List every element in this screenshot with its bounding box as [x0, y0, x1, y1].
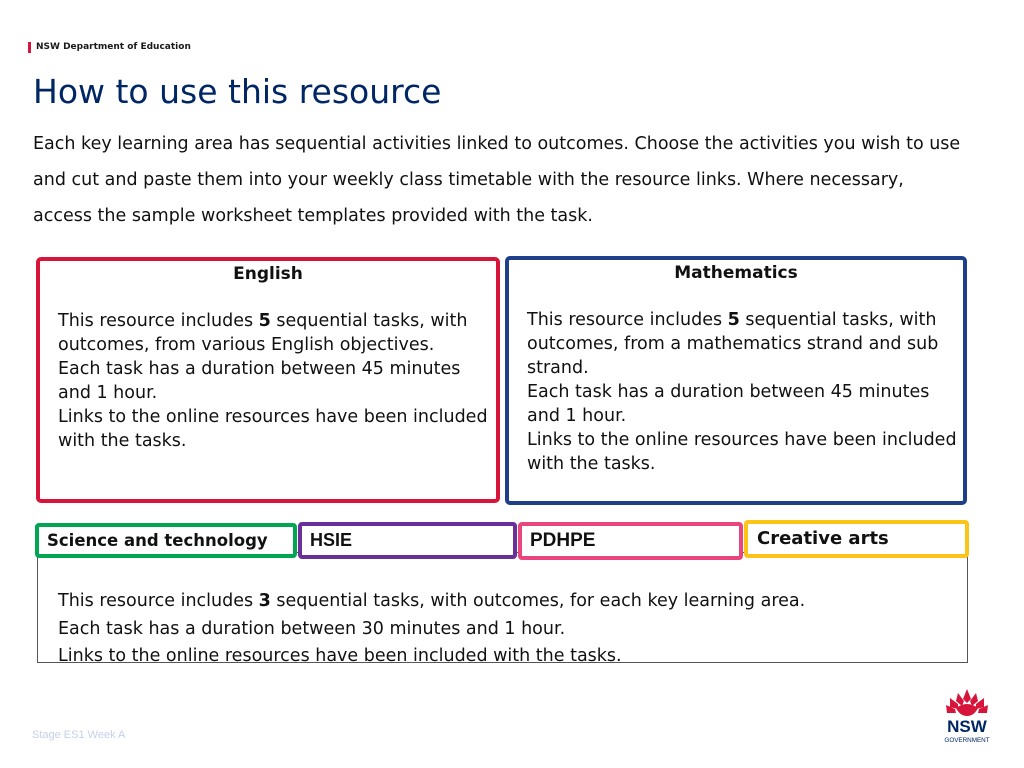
page-title: How to use this resource: [33, 72, 442, 111]
logo-wordmark: NSW: [947, 717, 987, 736]
maths-text-pre: This resource includes: [527, 310, 728, 330]
maths-text-post: sequential tasks, with outcomes, from a mathematics strand and sub strand.: [527, 310, 939, 378]
mathematics-card: [505, 256, 967, 505]
english-task-count: 5: [258, 311, 271, 331]
other-areas-box: [37, 552, 968, 666]
intro-paragraph: Each key learning area has sequential activities linked to outcomes. Choose the activities you wish to use and cut and paste them into your weekly class timetable with the resource links. Where necessary, access the sample worksheet templates provided with the task.: [33, 134, 961, 226]
other-task-count: 3: [258, 591, 271, 611]
other-areas-line-1: [58, 591, 805, 611]
tab-science-and-technology: Science and technology: [35, 523, 297, 558]
tab-creative-arts: Creative arts: [744, 520, 969, 558]
department-accent-bar: [28, 42, 31, 53]
other-areas-duration: Each task has a duration between 30 minutes and 1 hour.: [58, 619, 566, 639]
mathematics-description: [527, 308, 959, 476]
english-duration: Each task has a duration between 45 minutes and 1 hour.: [58, 359, 461, 403]
maths-duration: Each task has a duration between 45 minutes and 1 hour.: [527, 382, 930, 426]
footer-stage-label: Stage ES1 Week A: [32, 729, 126, 741]
english-text-pre: This resource includes: [58, 311, 259, 331]
department-name: NSW Department of Education: [36, 42, 191, 52]
nsw-government-logo: [938, 686, 996, 746]
english-description: [58, 309, 492, 453]
english-text-post: sequential tasks, with outcomes, from various English objectives.: [58, 311, 468, 355]
english-links-note: Links to the online resources have been included with the tasks.: [58, 407, 488, 451]
mathematics-heading: Mathematics: [674, 263, 798, 283]
department-label: [28, 41, 191, 53]
tab-pdhpe: PDHPE: [518, 522, 743, 560]
tab-hsie: HSIE: [298, 522, 517, 559]
maths-task-count: 5: [727, 310, 740, 330]
logo-subtext: GOVERNMENT: [944, 737, 990, 744]
other-text-post: sequential tasks, with outcomes, for each key learning area.: [270, 591, 806, 611]
english-heading: English: [233, 264, 303, 284]
maths-links-note: Links to the online resources have been included with the tasks.: [527, 430, 957, 474]
other-text-pre: This resource includes: [58, 591, 259, 611]
english-card: [36, 257, 500, 503]
waratah-icon: [946, 689, 988, 716]
other-areas-links-note: Links to the online resources have been included with the tasks.: [58, 646, 622, 666]
